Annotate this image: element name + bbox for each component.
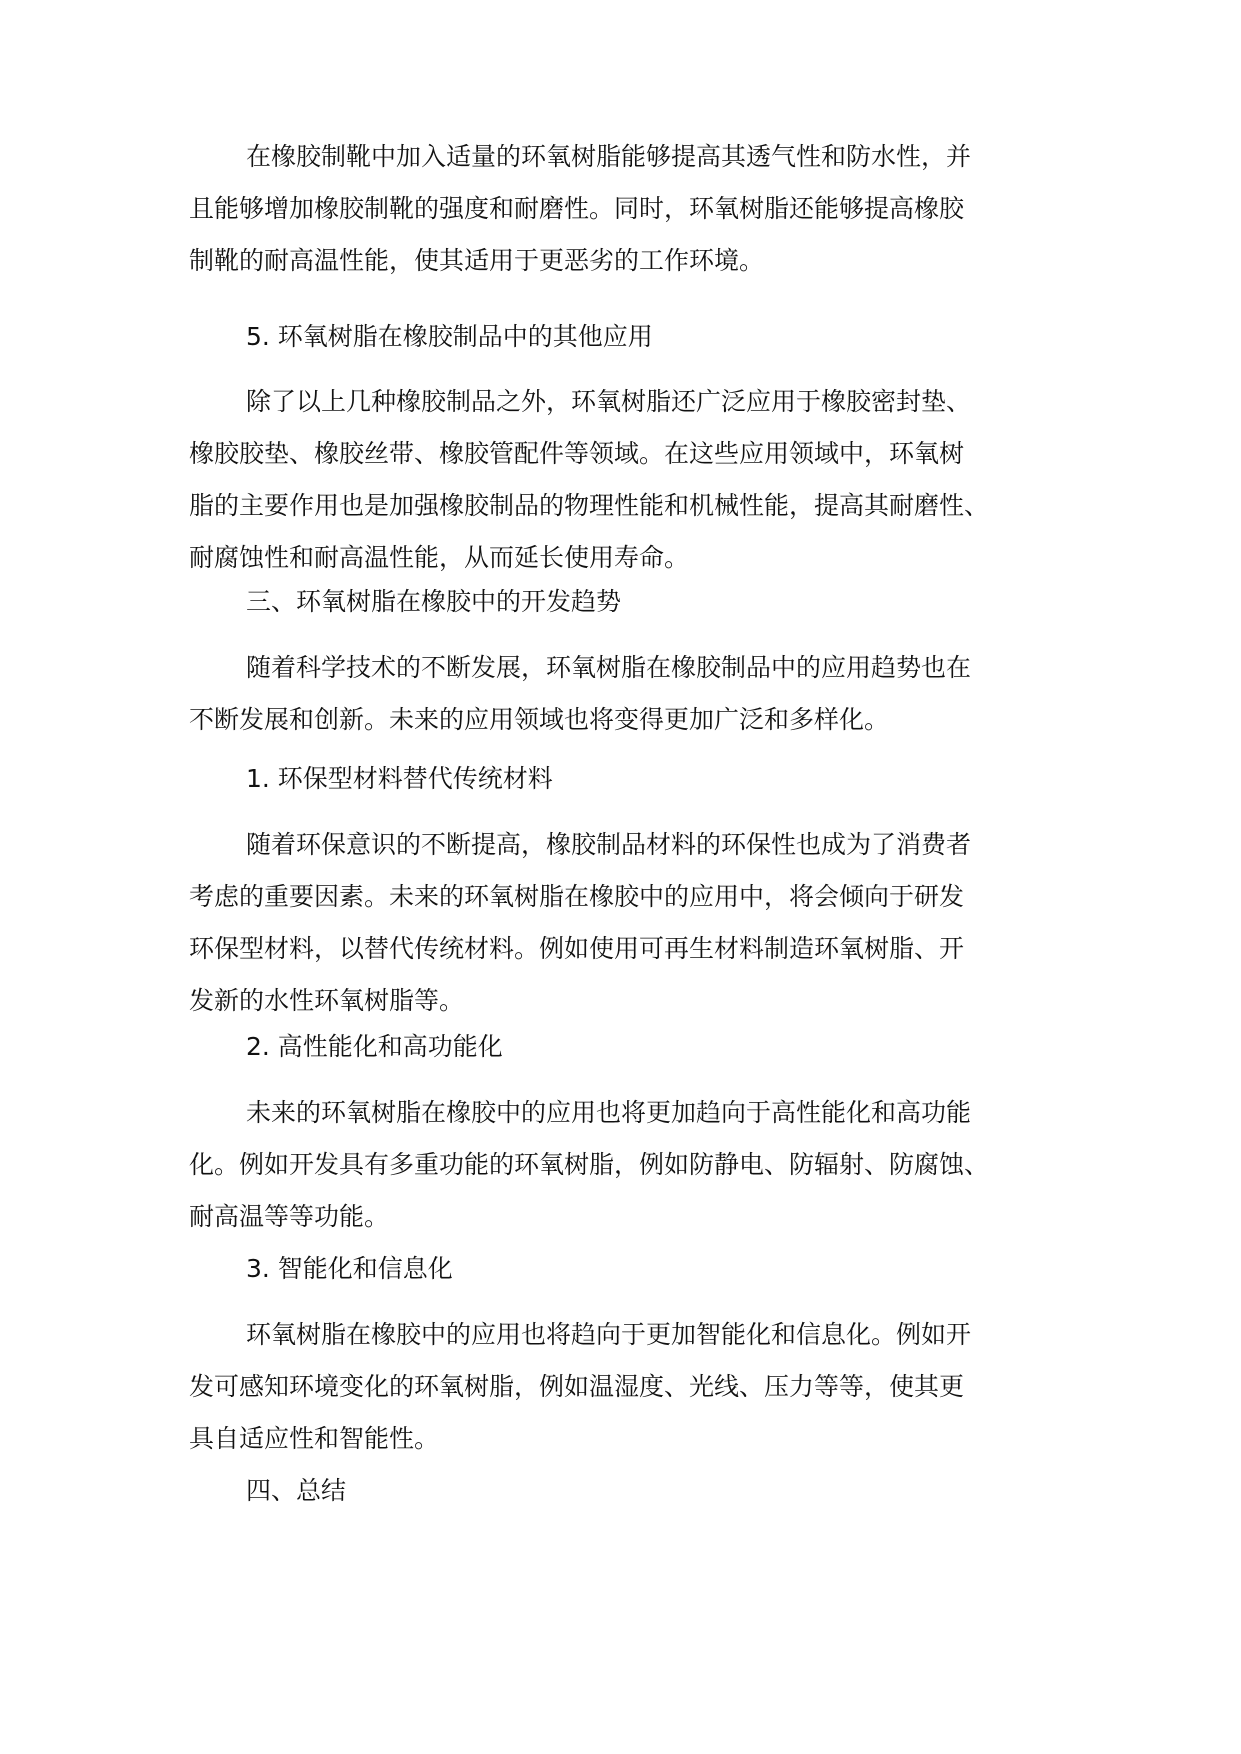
- heading-intelligent: [189, 1243, 1069, 1295]
- text-line: 不断发展和创新。未来的应用领域也将变得更加广泛和多样化。: [189, 705, 890, 734]
- section-heading: 三、环氧树脂在橡胶中的开发趋势: [246, 587, 622, 616]
- section-heading: 3. 智能化和信息化: [246, 1254, 453, 1283]
- heading-development-trends: [189, 576, 1069, 628]
- text-line: 具自适应性和智能性。: [189, 1424, 440, 1453]
- text-line: 发新的水性环氧树脂等。: [189, 986, 465, 1015]
- paragraph-trends-intro: [189, 642, 1069, 746]
- paragraph-eco-materials: [189, 819, 1069, 1027]
- heading-summary: [189, 1465, 1069, 1517]
- text-line: 化。例如开发具有多重功能的环氧树脂，例如防静电、防辐射、防腐蚀、: [189, 1150, 990, 1179]
- text-line: 制靴的耐高温性能，使其适用于更恶劣的工作环境。: [189, 246, 765, 275]
- text-line: 脂的主要作用也是加强橡胶制品的物理性能和机械性能，提高其耐磨性、: [189, 491, 990, 520]
- section-heading: 2. 高性能化和高功能化: [246, 1032, 503, 1061]
- text-line: 且能够增加橡胶制靴的强度和耐磨性。同时，环氧树脂还能够提高橡胶: [189, 194, 965, 223]
- text-line: 耐腐蚀性和耐高温性能，从而延长使用寿命。: [189, 543, 690, 572]
- text-line: 随着科学技术的不断发展，环氧树脂在橡胶制品中的应用趋势也在: [246, 653, 972, 682]
- text-line: 发可感知环境变化的环氧树脂，例如温湿度、光线、压力等等，使其更: [189, 1372, 965, 1401]
- text-line: 环保型材料，以替代传统材料。例如使用可再生材料制造环氧树脂、开: [189, 934, 965, 963]
- text-line: 环氧树脂在橡胶中的应用也将趋向于更加智能化和信息化。例如开: [246, 1320, 972, 1349]
- section-heading: 四、总结: [246, 1476, 347, 1505]
- heading-eco-materials: [189, 753, 1069, 805]
- paragraph-high-performance: [189, 1087, 1069, 1243]
- paragraph-intelligent: [189, 1309, 1069, 1465]
- text-line: 随着环保意识的不断提高，橡胶制品材料的环保性也成为了消费者: [246, 830, 972, 859]
- text-line: 考虑的重要因素。未来的环氧树脂在橡胶中的应用中，将会倾向于研发: [189, 882, 965, 911]
- text-line: 在橡胶制靴中加入适量的环氧树脂能够提高其透气性和防水性，并: [246, 142, 972, 171]
- paragraph-other-applications: [189, 376, 1069, 584]
- text-line: 橡胶胶垫、橡胶丝带、橡胶管配件等领域。在这些应用领域中，环氧树: [189, 439, 965, 468]
- heading-high-performance: [189, 1021, 1069, 1073]
- paragraph-shoes: [189, 131, 1069, 287]
- section-heading: 5. 环氧树脂在橡胶制品中的其他应用: [246, 322, 653, 351]
- section-heading: 1. 环保型材料替代传统材料: [246, 764, 553, 793]
- text-line: 除了以上几种橡胶制品之外，环氧树脂还广泛应用于橡胶密封垫、: [246, 387, 972, 416]
- text-line: 未来的环氧树脂在橡胶中的应用也将更加趋向于高性能化和高功能: [246, 1098, 972, 1127]
- heading-other-applications: [189, 311, 1069, 363]
- text-line: 耐高温等等功能。: [189, 1202, 390, 1231]
